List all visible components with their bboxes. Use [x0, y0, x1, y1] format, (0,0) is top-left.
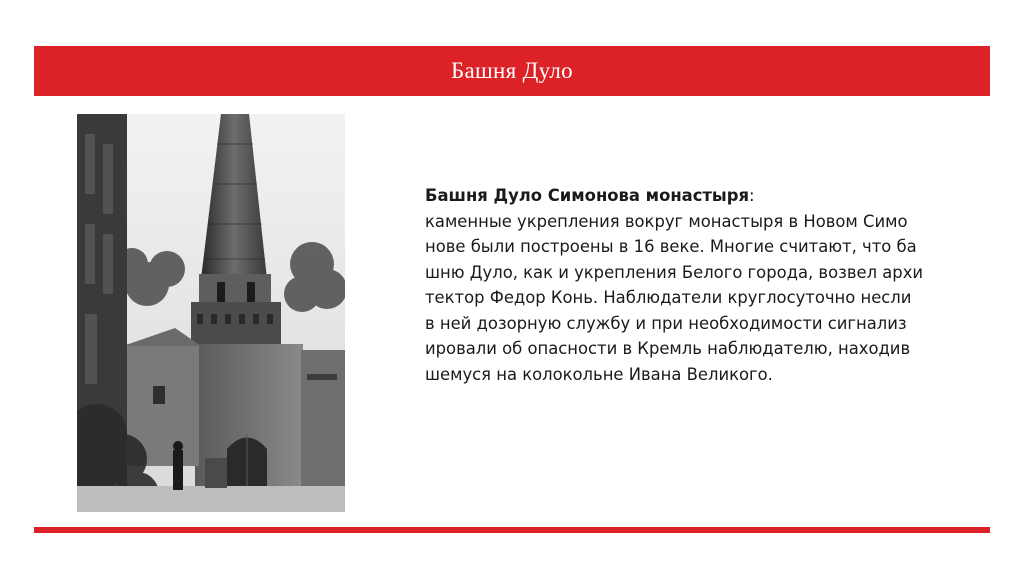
- bottom-accent-bar: [34, 527, 990, 533]
- description-line: ировали об опасности в Кремль наблюдателю, находив: [425, 339, 911, 358]
- title-bar: [34, 46, 990, 96]
- description-line: тектор Федор Конь. Наблюдатели круглосуточно несли: [425, 288, 912, 307]
- description-heading: Башня Дуло Симонова монастыря: [425, 186, 750, 205]
- heading-line: [425, 183, 990, 209]
- description-line: нове были построены в 16 веке. Многие считают, что ба: [425, 237, 917, 256]
- tower-photo-image: [77, 114, 345, 512]
- tower-photo: [77, 114, 345, 512]
- description-line: в ней дозорную службу и при необходимости сигнализ: [425, 313, 907, 333]
- heading-colon: :: [749, 186, 755, 205]
- description-text: [425, 183, 990, 387]
- description-line: каменные укрепления вокруг монастыря в Новом Симо: [425, 211, 908, 231]
- description-line: шню Дуло, как и укрепления Белого города, возвел архи: [425, 262, 924, 282]
- slide-title: Башня Дуло: [451, 58, 573, 83]
- description-line: шемуся на колокольне Ивана Великого.: [425, 364, 773, 384]
